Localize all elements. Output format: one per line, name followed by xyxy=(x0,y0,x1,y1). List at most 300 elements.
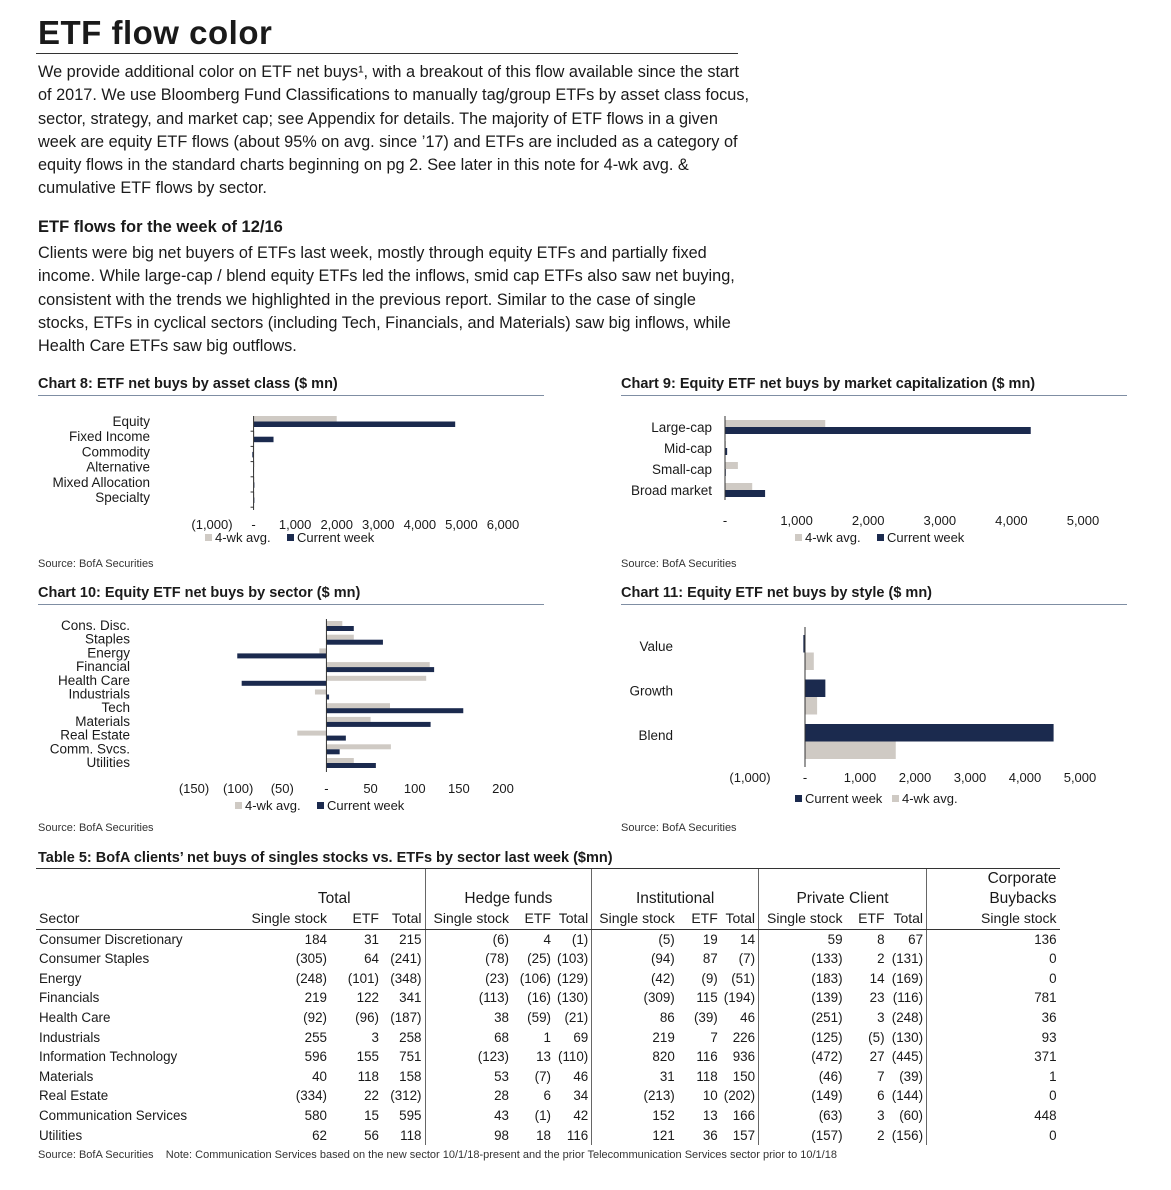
column-header: Single stock xyxy=(927,909,1060,929)
category-label: Large-cap xyxy=(651,420,712,435)
bar-4wk-avg xyxy=(326,758,353,763)
bar-current-week xyxy=(242,681,327,686)
value-cell: (472) xyxy=(759,1047,846,1067)
x-tick-label: 2,000 xyxy=(898,770,932,785)
table-row xyxy=(36,1086,1060,1106)
table5-title: Table 5: BofA clients’ net buys of singles stocks vs. ETFs by sector last week ($mn) xyxy=(38,850,613,866)
category-label: Growth xyxy=(629,683,673,699)
table-group-hedge-funds: Hedge funds xyxy=(425,869,592,910)
value-cell: (46) xyxy=(759,1067,846,1087)
value-cell: 59 xyxy=(759,929,846,949)
bar-current-week xyxy=(326,763,375,768)
title-rule xyxy=(36,53,738,54)
chart8-title: Chart 8: ETF net buys by asset class ($ mn) xyxy=(38,376,338,392)
value-cell: 255 xyxy=(304,1029,327,1045)
sector-name-cell: Consumer Staples xyxy=(39,951,150,967)
value-cell: (51) xyxy=(731,970,756,986)
bar-current-week xyxy=(725,427,1031,434)
table-group-private-client: Private Client xyxy=(759,869,927,910)
value-cell: 157 xyxy=(732,1127,756,1143)
table-column-header xyxy=(36,909,1060,929)
category-label: Mixed Allocation xyxy=(52,474,150,490)
bar-current-week xyxy=(326,736,345,741)
bar-current-week xyxy=(326,667,434,672)
value-cell: 184 xyxy=(304,931,327,947)
x-tick-label: (50) xyxy=(270,781,294,796)
value-cell: (156) xyxy=(891,1127,924,1143)
category-label: Alternative xyxy=(86,459,150,475)
x-tick-label: (100) xyxy=(222,781,254,796)
value-cell: 781 xyxy=(927,988,1060,1008)
table5-note: Note: Communication Services based on the new sector 10/1/18-present and the prior Telecommunication Services sector prior to 10/1/18 xyxy=(165,1149,837,1161)
value-cell: 53 xyxy=(425,1067,512,1087)
bar-4wk-avg xyxy=(326,703,390,708)
legend-swatch xyxy=(877,534,884,541)
value-cell: (157) xyxy=(759,1126,846,1146)
value-cell: 93 xyxy=(927,1028,1060,1048)
value-cell: (21) xyxy=(564,1009,589,1025)
x-tick-label: - xyxy=(802,770,808,785)
chart9-source: Source: BofA Securities xyxy=(621,558,737,570)
page-title: ETF flow color xyxy=(38,14,273,51)
value-cell: (125) xyxy=(759,1028,846,1048)
value-cell: 87 xyxy=(702,951,718,967)
value-cell: (123) xyxy=(425,1047,512,1067)
value-cell: (101) xyxy=(347,970,379,986)
x-tick-label: 4,000 xyxy=(995,513,1028,528)
value-cell: (7) xyxy=(534,1068,551,1084)
table-row xyxy=(36,1008,1060,1028)
bar-4wk-avg xyxy=(805,653,814,671)
bar-4wk-avg xyxy=(326,635,353,640)
value-cell: 14 xyxy=(740,931,756,947)
value-cell: 7 xyxy=(710,1029,718,1045)
column-header: Total xyxy=(888,909,927,929)
category-label: Comm. Svcs. xyxy=(49,741,130,757)
value-cell: (78) xyxy=(425,949,512,969)
value-cell: 2 xyxy=(877,1127,885,1143)
sector-flow-table xyxy=(36,868,1060,1145)
category-label: Real Estate xyxy=(60,727,130,743)
value-cell: 118 xyxy=(696,1068,718,1084)
category-label: Specialty xyxy=(95,490,150,505)
sector-name-cell: Consumer Discretionary xyxy=(39,931,183,947)
value-cell: (139) xyxy=(759,988,846,1008)
legend-swatch xyxy=(235,802,242,809)
value-cell: 43 xyxy=(425,1106,512,1126)
table-row xyxy=(36,949,1060,969)
value-cell: (248) xyxy=(891,1009,924,1025)
sector-name-cell: Communication Services xyxy=(39,1107,188,1123)
value-cell: 3 xyxy=(877,1107,885,1123)
table-row xyxy=(36,988,1060,1008)
value-cell: 219 xyxy=(592,1028,678,1048)
value-cell: (129) xyxy=(557,970,589,986)
bar-current-week xyxy=(326,640,383,645)
x-tick-label: 3,000 xyxy=(362,517,395,532)
value-cell: 596 xyxy=(304,1049,327,1065)
table-group-institutional: Institutional xyxy=(592,869,759,910)
x-tick-label: 1,000 xyxy=(278,517,312,532)
chart11-source: Source: BofA Securities xyxy=(621,822,737,834)
column-header: Total xyxy=(554,909,592,929)
value-cell: 448 xyxy=(927,1106,1060,1126)
chart9-title: Chart 9: Equity ETF net buys by market capitalization ($ mn) xyxy=(621,376,1036,392)
legend-swatch xyxy=(205,534,212,541)
category-label: Health Care xyxy=(57,672,130,688)
bar-4wk-avg xyxy=(326,621,342,626)
column-header: Single stock xyxy=(244,909,330,929)
x-tick-label: 5,000 xyxy=(445,517,478,532)
legend-label: Current week xyxy=(297,530,375,545)
chart11-plot xyxy=(580,607,1140,817)
x-tick-label: 1,000 xyxy=(780,513,813,528)
value-cell: 4 xyxy=(543,931,551,947)
sector-name-cell: Financials xyxy=(39,990,100,1006)
value-cell: 68 xyxy=(425,1028,512,1048)
category-label: Fixed Income xyxy=(68,429,150,445)
x-tick-label: 200 xyxy=(492,781,514,796)
legend-label: Current week xyxy=(327,798,405,813)
value-cell: 67 xyxy=(908,931,924,947)
legend-label: 4-wk avg. xyxy=(805,530,861,545)
bar-4wk-avg xyxy=(725,462,738,469)
value-cell: (348) xyxy=(390,970,422,986)
value-cell: 136 xyxy=(927,929,1060,949)
intro-paragraph: We provide additional color on ETF net buys¹, with a breakout of this flow available since the start of 2017. We use Bloomberg Fund Classifications to manually tag/group ETFs by asset class focus, sector, strategy, and market cap; see Appendix for details. The majority of ETF flows in a given week are equity ETF flows (about 95% on avg. since ’17) and ETFs are included as a category of equity flows in the standard charts beginning on pg 2. See later in this note for 4-wk avg. & cumulative ETF flows by sector. xyxy=(38,63,749,198)
value-cell: 19 xyxy=(702,931,718,947)
value-cell: (187) xyxy=(390,1009,422,1025)
value-cell: 46 xyxy=(740,1009,756,1025)
x-tick-label: - xyxy=(722,513,728,528)
value-cell: 36 xyxy=(702,1127,718,1143)
chart10-source: Source: BofA Securities xyxy=(38,822,154,834)
category-label: Staples xyxy=(84,631,130,647)
value-cell: 820 xyxy=(592,1047,678,1067)
bar-current-week xyxy=(805,680,825,698)
value-cell: (23) xyxy=(425,969,512,989)
table-row xyxy=(36,969,1060,989)
value-cell: 69 xyxy=(573,1029,589,1045)
column-header: Sector xyxy=(36,909,244,929)
chart9-title-rule xyxy=(621,395,1127,396)
x-tick-label: 5,000 xyxy=(1063,770,1097,785)
chart8-title-rule xyxy=(38,395,544,396)
value-cell: 14 xyxy=(869,970,885,986)
value-cell: 64 xyxy=(364,951,379,967)
table-row xyxy=(36,1028,1060,1048)
value-cell: 27 xyxy=(869,1049,885,1065)
chart10-title-rule xyxy=(38,604,544,605)
value-cell: (334) xyxy=(295,1088,327,1104)
value-cell: (9) xyxy=(701,970,718,986)
sector-name-cell: Real Estate xyxy=(39,1088,109,1104)
sector-name-cell: Utilities xyxy=(39,1127,83,1143)
value-cell: (130) xyxy=(891,1029,924,1045)
value-cell: 226 xyxy=(732,1029,756,1045)
value-cell: (1) xyxy=(534,1107,551,1123)
value-cell: 62 xyxy=(312,1127,327,1143)
value-cell: (445) xyxy=(891,1049,924,1065)
x-tick-label: 2,000 xyxy=(320,517,353,532)
category-label: Commodity xyxy=(81,444,150,460)
value-cell: 3 xyxy=(877,1009,885,1025)
table5-source: Source: BofA Securities xyxy=(38,1149,154,1161)
table-row xyxy=(36,1106,1060,1126)
x-tick-label: 5,000 xyxy=(1066,513,1100,528)
value-cell: 0 xyxy=(927,949,1060,969)
chart11-title-rule xyxy=(621,604,1127,605)
column-header: Single stock xyxy=(592,909,678,929)
category-label: Energy xyxy=(87,645,130,661)
value-cell: (305) xyxy=(295,951,327,967)
value-cell: 36 xyxy=(927,1008,1060,1028)
value-cell: (130) xyxy=(557,990,589,1006)
legend-swatch xyxy=(317,802,324,809)
value-cell: (25) xyxy=(527,951,551,967)
value-cell: 40 xyxy=(312,1068,327,1084)
column-header: ETF xyxy=(678,909,721,929)
bar-4wk-avg xyxy=(805,742,896,760)
value-cell: 0 xyxy=(927,1126,1060,1146)
value-cell: (92) xyxy=(303,1009,327,1025)
value-cell: 10 xyxy=(702,1088,718,1104)
column-header: ETF xyxy=(330,909,382,929)
value-cell: 219 xyxy=(304,990,327,1006)
value-cell: 15 xyxy=(364,1107,379,1123)
chart8-plot xyxy=(0,398,560,548)
value-cell: 0 xyxy=(927,969,1060,989)
category-label: Materials xyxy=(75,713,130,729)
value-cell: 118 xyxy=(400,1127,422,1143)
legend-swatch xyxy=(287,534,294,541)
table5-source-note xyxy=(38,1149,837,1161)
value-cell: 46 xyxy=(573,1068,589,1084)
sector-name-cell: Industrials xyxy=(39,1029,101,1045)
value-cell: 13 xyxy=(702,1107,718,1123)
value-cell: 7 xyxy=(877,1068,885,1084)
chart11-title: Chart 11: Equity ETF net buys by style ($ mn) xyxy=(621,585,933,601)
value-cell: 150 xyxy=(732,1068,756,1084)
value-cell: 118 xyxy=(357,1068,379,1084)
bar-4wk-avg xyxy=(326,676,426,681)
column-header: Total xyxy=(721,909,759,929)
value-cell: (169) xyxy=(891,970,924,986)
sector-name-cell: Health Care xyxy=(39,1009,111,1025)
column-header: Single stock xyxy=(759,909,846,929)
category-label: Broad market xyxy=(630,483,712,498)
bar-current-week xyxy=(326,722,430,727)
x-tick-label: (1,000) xyxy=(729,770,771,785)
x-tick-label: 1,000 xyxy=(843,770,877,785)
value-cell: 0 xyxy=(927,1086,1060,1106)
x-tick-label: 150 xyxy=(448,781,470,796)
sector-name-cell: Information Technology xyxy=(39,1049,178,1065)
legend-label: 4-wk avg. xyxy=(245,798,301,813)
category-label: Blend xyxy=(638,728,673,743)
sector-name-cell: Materials xyxy=(39,1068,94,1084)
value-cell: (251) xyxy=(759,1008,846,1028)
chart10-title: Chart 10: Equity ETF net buys by sector ($ mn) xyxy=(38,585,361,601)
value-cell: (183) xyxy=(759,969,846,989)
legend-label: Current week xyxy=(805,791,883,806)
value-cell: 42 xyxy=(573,1107,589,1123)
x-tick-label: 100 xyxy=(403,781,426,796)
bar-4wk-avg xyxy=(326,662,429,667)
value-cell: (94) xyxy=(592,949,678,969)
value-cell: (96) xyxy=(355,1009,379,1025)
value-cell: 115 xyxy=(696,990,718,1006)
value-cell: 580 xyxy=(304,1107,327,1123)
value-cell: (194) xyxy=(723,990,756,1006)
value-cell: (5) xyxy=(868,1029,885,1045)
value-cell: 1 xyxy=(927,1067,1060,1087)
legend-swatch xyxy=(795,795,802,802)
section-subtitle: ETF flows for the week of 12/16 xyxy=(38,218,283,236)
column-header: ETF xyxy=(512,909,554,929)
x-tick-label: (1,000) xyxy=(191,517,233,532)
value-cell: 13 xyxy=(536,1049,551,1065)
table-row xyxy=(36,1067,1060,1087)
bar-current-week xyxy=(254,437,274,443)
value-cell: (149) xyxy=(759,1086,846,1106)
bar-current-week xyxy=(254,422,456,428)
x-tick-label: 6,000 xyxy=(486,517,520,532)
value-cell: 31 xyxy=(364,931,379,947)
category-label: Financial xyxy=(75,659,130,675)
value-cell: (60) xyxy=(899,1107,924,1123)
column-header: Total xyxy=(382,909,425,929)
sector-name-cell: Energy xyxy=(39,970,82,986)
value-cell: 28 xyxy=(425,1086,512,1106)
legend-label: 4-wk avg. xyxy=(902,791,958,806)
value-cell: (113) xyxy=(425,988,512,1008)
value-cell: 936 xyxy=(732,1049,756,1065)
value-cell: 158 xyxy=(399,1068,422,1084)
value-cell: 18 xyxy=(536,1127,551,1143)
value-cell: (131) xyxy=(891,951,924,967)
table-group-total: Total xyxy=(244,869,425,910)
value-cell: 6 xyxy=(877,1088,885,1104)
x-tick-label: 3,000 xyxy=(923,513,957,528)
chart9-plot xyxy=(580,398,1140,548)
x-tick-label: - xyxy=(324,781,329,796)
section-paragraph: Clients were big net buyers of ETFs last week, mostly through equity ETFs and partially fixed income. While large-cap / blend equity ETFs led the inflows, smid cap ETFs also saw net buying, consistent with the trends we highlighted in the previous report. Similar to the case of single stocks, ETFs in cyclical sectors (including Tech, Financials, and Materials) saw big inflows, while Health Care ETFs saw big outflows. xyxy=(38,244,735,356)
value-cell: (144) xyxy=(891,1088,924,1104)
category-label: Small-cap xyxy=(651,462,712,477)
value-cell: (116) xyxy=(892,990,924,1006)
bar-4wk-avg xyxy=(297,731,326,736)
value-cell: 56 xyxy=(364,1127,379,1143)
value-cell: (248) xyxy=(295,970,327,986)
value-cell: 3 xyxy=(371,1029,379,1045)
bar-current-week xyxy=(805,724,1054,742)
table-row xyxy=(36,1126,1060,1146)
value-cell: 155 xyxy=(356,1049,379,1065)
value-cell: 2 xyxy=(877,951,885,967)
value-cell: (312) xyxy=(390,1088,422,1104)
table-group-blank xyxy=(36,869,244,910)
x-tick-label: 50 xyxy=(363,781,378,796)
value-cell: (42) xyxy=(592,969,678,989)
value-cell: 116 xyxy=(696,1049,718,1065)
bar-4wk-avg xyxy=(319,648,326,653)
bar-current-week xyxy=(725,490,765,497)
value-cell: (213) xyxy=(592,1086,678,1106)
chart8-source: Source: BofA Securities xyxy=(38,558,154,570)
category-label: Utilities xyxy=(86,755,130,770)
value-cell: 22 xyxy=(364,1088,379,1104)
value-cell: 38 xyxy=(425,1008,512,1028)
value-cell: 166 xyxy=(732,1107,756,1123)
chart10-plot xyxy=(0,607,560,817)
value-cell: (103) xyxy=(557,951,589,967)
value-cell: 751 xyxy=(399,1049,422,1065)
legend-swatch xyxy=(892,795,899,802)
value-cell: (7) xyxy=(738,951,756,967)
category-label: Value xyxy=(639,639,673,654)
value-cell: 258 xyxy=(399,1029,422,1045)
table-row xyxy=(36,929,1060,949)
column-header: Single stock xyxy=(425,909,512,929)
legend-label: Current week xyxy=(887,530,965,545)
value-cell: 595 xyxy=(399,1107,422,1123)
value-cell: (241) xyxy=(390,951,422,967)
value-cell: 215 xyxy=(399,931,422,947)
value-cell: (1) xyxy=(571,931,589,947)
category-label: Equity xyxy=(112,414,150,429)
bar-current-week xyxy=(237,653,326,658)
bar-4wk-avg xyxy=(725,483,752,490)
bar-4wk-avg xyxy=(315,690,326,695)
table-group-header xyxy=(36,869,1060,910)
value-cell: 34 xyxy=(573,1088,589,1104)
x-tick-label: (150) xyxy=(178,781,210,796)
value-cell: (202) xyxy=(723,1088,756,1104)
value-cell: 23 xyxy=(869,990,885,1006)
legend-swatch xyxy=(795,534,802,541)
value-cell: 116 xyxy=(566,1127,589,1143)
bar-4wk-avg xyxy=(326,717,370,722)
x-tick-label: 2,000 xyxy=(851,513,885,528)
value-cell: 8 xyxy=(877,931,885,947)
category-label: Industrials xyxy=(68,686,130,702)
x-tick-label: 3,000 xyxy=(953,770,987,785)
value-cell: (110) xyxy=(558,1049,589,1065)
category-label: Tech xyxy=(101,700,130,716)
table-group-corporate-buybacks: Corporate Buybacks xyxy=(927,869,1060,910)
bar-4wk-avg xyxy=(805,697,817,715)
value-cell: (133) xyxy=(759,949,846,969)
column-header: ETF xyxy=(846,909,888,929)
value-cell: 152 xyxy=(592,1106,678,1126)
value-cell: (63) xyxy=(759,1106,846,1126)
bar-4wk-avg xyxy=(254,416,337,422)
value-cell: 31 xyxy=(592,1067,678,1087)
value-cell: (59) xyxy=(527,1009,551,1025)
value-cell: (39) xyxy=(693,1009,718,1025)
bar-current-week xyxy=(326,749,339,754)
value-cell: 6 xyxy=(543,1088,551,1104)
value-cell: (106) xyxy=(519,970,551,986)
category-label: Cons. Disc. xyxy=(60,618,130,633)
bar-4wk-avg xyxy=(725,420,825,427)
value-cell: (6) xyxy=(425,929,512,949)
table-row xyxy=(36,1047,1060,1067)
value-cell: 341 xyxy=(399,990,422,1006)
x-tick-label: 4,000 xyxy=(403,517,437,532)
bar-4wk-avg xyxy=(326,744,390,749)
